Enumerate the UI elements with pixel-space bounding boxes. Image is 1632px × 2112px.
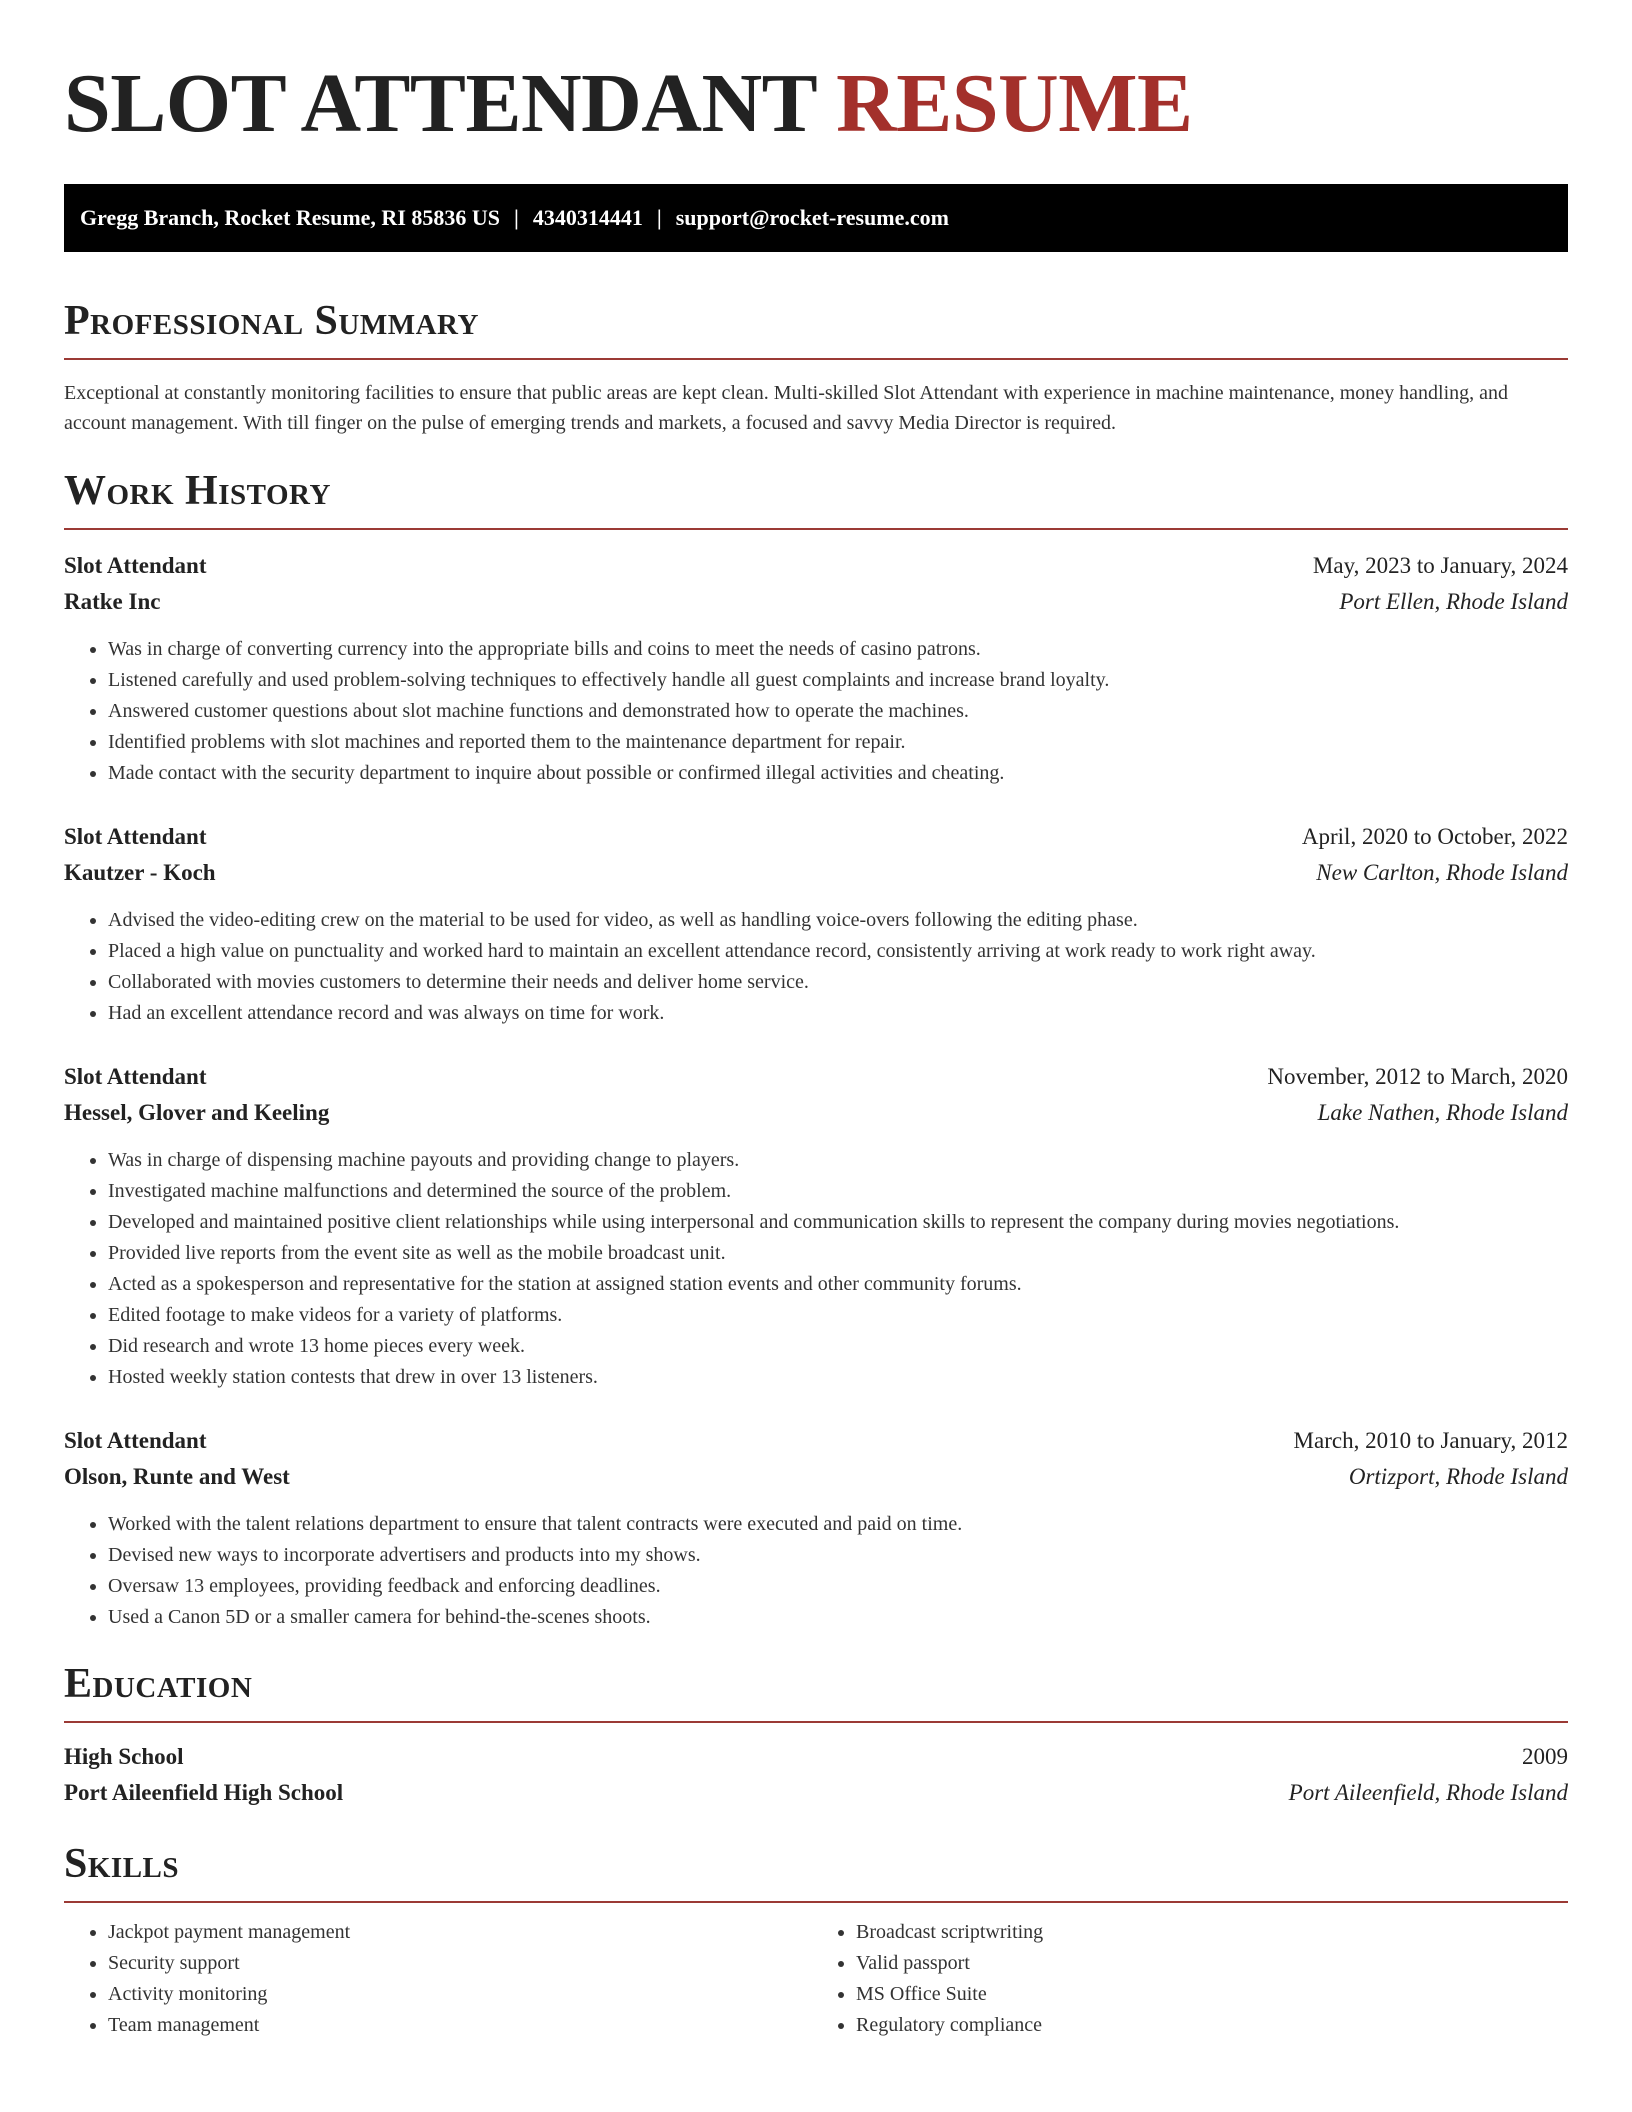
job-location: Port Ellen, Rhode Island bbox=[1339, 589, 1568, 614]
skill-item: • Regulatory compliance bbox=[856, 2010, 1568, 2041]
job-bullet: • Investigated machine malfunctions and determined the source of the problem. bbox=[108, 1176, 1568, 1207]
job-company-row bbox=[64, 1459, 1568, 1495]
job-company-row bbox=[64, 855, 1568, 891]
job-header-row bbox=[64, 819, 1568, 855]
skill-item: • Broadcast scriptwriting bbox=[856, 1917, 1568, 1948]
contact-address: Gregg Branch, Rocket Resume, RI 85836 US bbox=[80, 205, 501, 230]
contact-bar bbox=[64, 184, 1568, 252]
job-entry bbox=[64, 1423, 1568, 1633]
education-entry bbox=[64, 1739, 1568, 1811]
job-dates: May, 2023 to January, 2024 bbox=[1312, 553, 1568, 578]
job-bullet: • Used a Canon 5D or a smaller camera for behind-the-scenes shoots. bbox=[108, 1602, 1568, 1633]
job-entry bbox=[64, 548, 1568, 789]
job-location: Lake Nathen, Rhode Island bbox=[1317, 1100, 1568, 1125]
job-location: Ortizport, Rhode Island bbox=[1348, 1464, 1568, 1489]
section-divider bbox=[64, 1901, 1568, 1903]
job-bullet: • Did research and wrote 13 home pieces every week. bbox=[108, 1331, 1568, 1362]
job-bullet: • Hosted weekly station contests that drew in over 13 listeners. bbox=[108, 1362, 1568, 1393]
skill-item: • Valid passport bbox=[856, 1948, 1568, 1979]
skills-section bbox=[64, 1839, 1568, 2041]
section-divider bbox=[64, 1721, 1568, 1723]
skills-list-left bbox=[64, 1917, 820, 2041]
job-location: New Carlton, Rhode Island bbox=[1316, 860, 1568, 885]
job-bullets bbox=[64, 1145, 1568, 1393]
skill-item: • Activity monitoring bbox=[108, 1979, 820, 2010]
job-title: Slot Attendant bbox=[64, 1428, 207, 1453]
job-company: Hessel, Glover and Keeling bbox=[64, 1100, 330, 1125]
job-company-row bbox=[64, 584, 1568, 620]
job-entry bbox=[64, 1059, 1568, 1393]
job-company: Ratke Inc bbox=[64, 589, 161, 614]
contact-separator: | bbox=[656, 205, 662, 230]
education-location: Port Aileenfield, Rhode Island bbox=[1288, 1780, 1568, 1805]
job-bullet: • Was in charge of dispensing machine payouts and providing change to players. bbox=[108, 1145, 1568, 1176]
education-header-row bbox=[64, 1739, 1568, 1775]
contact-phone: 4340314441 bbox=[532, 205, 643, 230]
skill-item: • Team management bbox=[108, 2010, 820, 2041]
job-bullet: • Acted as a spokesperson and representative for the station at assigned station events and other community forums. bbox=[108, 1269, 1568, 1300]
education-school: Port Aileenfield High School bbox=[64, 1780, 344, 1805]
job-bullet: • Collaborated with movies customers to determine their needs and deliver home service. bbox=[108, 967, 1568, 998]
section-divider bbox=[64, 528, 1568, 530]
summary-section bbox=[64, 296, 1568, 438]
job-bullets bbox=[64, 1509, 1568, 1633]
job-header-row bbox=[64, 1059, 1568, 1095]
education-degree: High School bbox=[64, 1744, 184, 1769]
job-bullet: • Made contact with the security department to inquire about possible or confirmed illegal activities and cheating. bbox=[108, 758, 1568, 789]
job-bullet: • Provided live reports from the event site as well as the mobile broadcast unit. bbox=[108, 1238, 1568, 1269]
job-dates: November, 2012 to March, 2020 bbox=[1267, 1064, 1568, 1089]
title-main: SLOT ATTENDANT bbox=[64, 57, 816, 150]
summary-text: Exceptional at constantly monitoring facilities to ensure that public areas are kept clean. Multi-skilled Slot Attendant with experience in machine maintenance, money handling, and account management. With till finger on the pulse of emerging trends and markets, a focused and savvy Media Director is required. bbox=[64, 382, 1509, 434]
job-header-row bbox=[64, 1423, 1568, 1459]
job-bullet: • Devised new ways to incorporate advertisers and products into my shows. bbox=[108, 1540, 1568, 1571]
title-accent: RESUME bbox=[836, 57, 1193, 150]
skill-item: • Jackpot payment management bbox=[108, 1917, 820, 1948]
job-company: Kautzer - Koch bbox=[64, 860, 216, 885]
skill-item: • Security support bbox=[108, 1948, 820, 1979]
job-entry bbox=[64, 819, 1568, 1029]
skills-heading: Skills bbox=[64, 1841, 180, 1887]
contact-separator: | bbox=[514, 205, 519, 230]
job-bullet: • Advised the video-editing crew on the material to be used for video, as well as handling voice-overs following the editing phase. bbox=[108, 905, 1568, 936]
job-bullets bbox=[64, 634, 1568, 789]
job-company: Olson, Runte and West bbox=[64, 1464, 290, 1489]
education-school-row bbox=[64, 1775, 1568, 1811]
skill-item: • MS Office Suite bbox=[856, 1979, 1568, 2010]
job-bullet: • Had an excellent attendance record and was always on time for work. bbox=[108, 998, 1568, 1029]
job-header-row bbox=[64, 548, 1568, 584]
education-year: 2009 bbox=[1522, 1744, 1568, 1769]
job-title: Slot Attendant bbox=[64, 553, 207, 578]
work-history-section bbox=[64, 466, 1568, 1633]
job-company-row bbox=[64, 1095, 1568, 1131]
job-bullet: • Worked with the talent relations department to ensure that talent contracts were executed and paid on time. bbox=[108, 1509, 1568, 1540]
job-bullet: • Answered customer questions about slot machine functions and demonstrated how to operate the machines. bbox=[108, 696, 1568, 727]
skills-list-right bbox=[820, 1917, 1568, 2041]
job-bullet: • Listened carefully and used problem-solving techniques to effectively handle all guest complaints and increase brand loyalty. bbox=[108, 665, 1568, 696]
skills-columns bbox=[64, 1917, 1568, 2041]
job-dates: April, 2020 to October, 2022 bbox=[1301, 824, 1568, 849]
job-bullet: • Edited footage to make videos for a variety of platforms. bbox=[108, 1300, 1568, 1331]
job-bullets bbox=[64, 905, 1568, 1029]
job-bullet: • Was in charge of converting currency into the appropriate bills and coins to meet the needs of casino patrons. bbox=[108, 634, 1568, 665]
education-section bbox=[64, 1659, 1568, 1811]
resume-title bbox=[64, 58, 1568, 150]
section-divider bbox=[64, 358, 1568, 360]
contact-email: support@rocket-resume.com bbox=[675, 205, 949, 230]
summary-heading: Professional Summary bbox=[64, 298, 479, 344]
job-bullet: • Placed a high value on punctuality and worked hard to maintain an excellent attendance record, consistently arriving at work ready to work right away. bbox=[108, 936, 1568, 967]
job-bullet: • Identified problems with slot machines and reported them to the maintenance department for repair. bbox=[108, 727, 1568, 758]
job-title: Slot Attendant bbox=[64, 824, 207, 849]
job-title: Slot Attendant bbox=[64, 1064, 207, 1089]
education-heading: Education bbox=[64, 1661, 253, 1707]
work-history-heading: Work History bbox=[64, 468, 331, 514]
job-bullet: • Oversaw 13 employees, providing feedback and enforcing deadlines. bbox=[108, 1571, 1568, 1602]
job-bullet: • Developed and maintained positive client relationships while using interpersonal and communication skills to represent the company during movies negotiations. bbox=[108, 1207, 1568, 1238]
job-dates: March, 2010 to January, 2012 bbox=[1293, 1428, 1568, 1453]
